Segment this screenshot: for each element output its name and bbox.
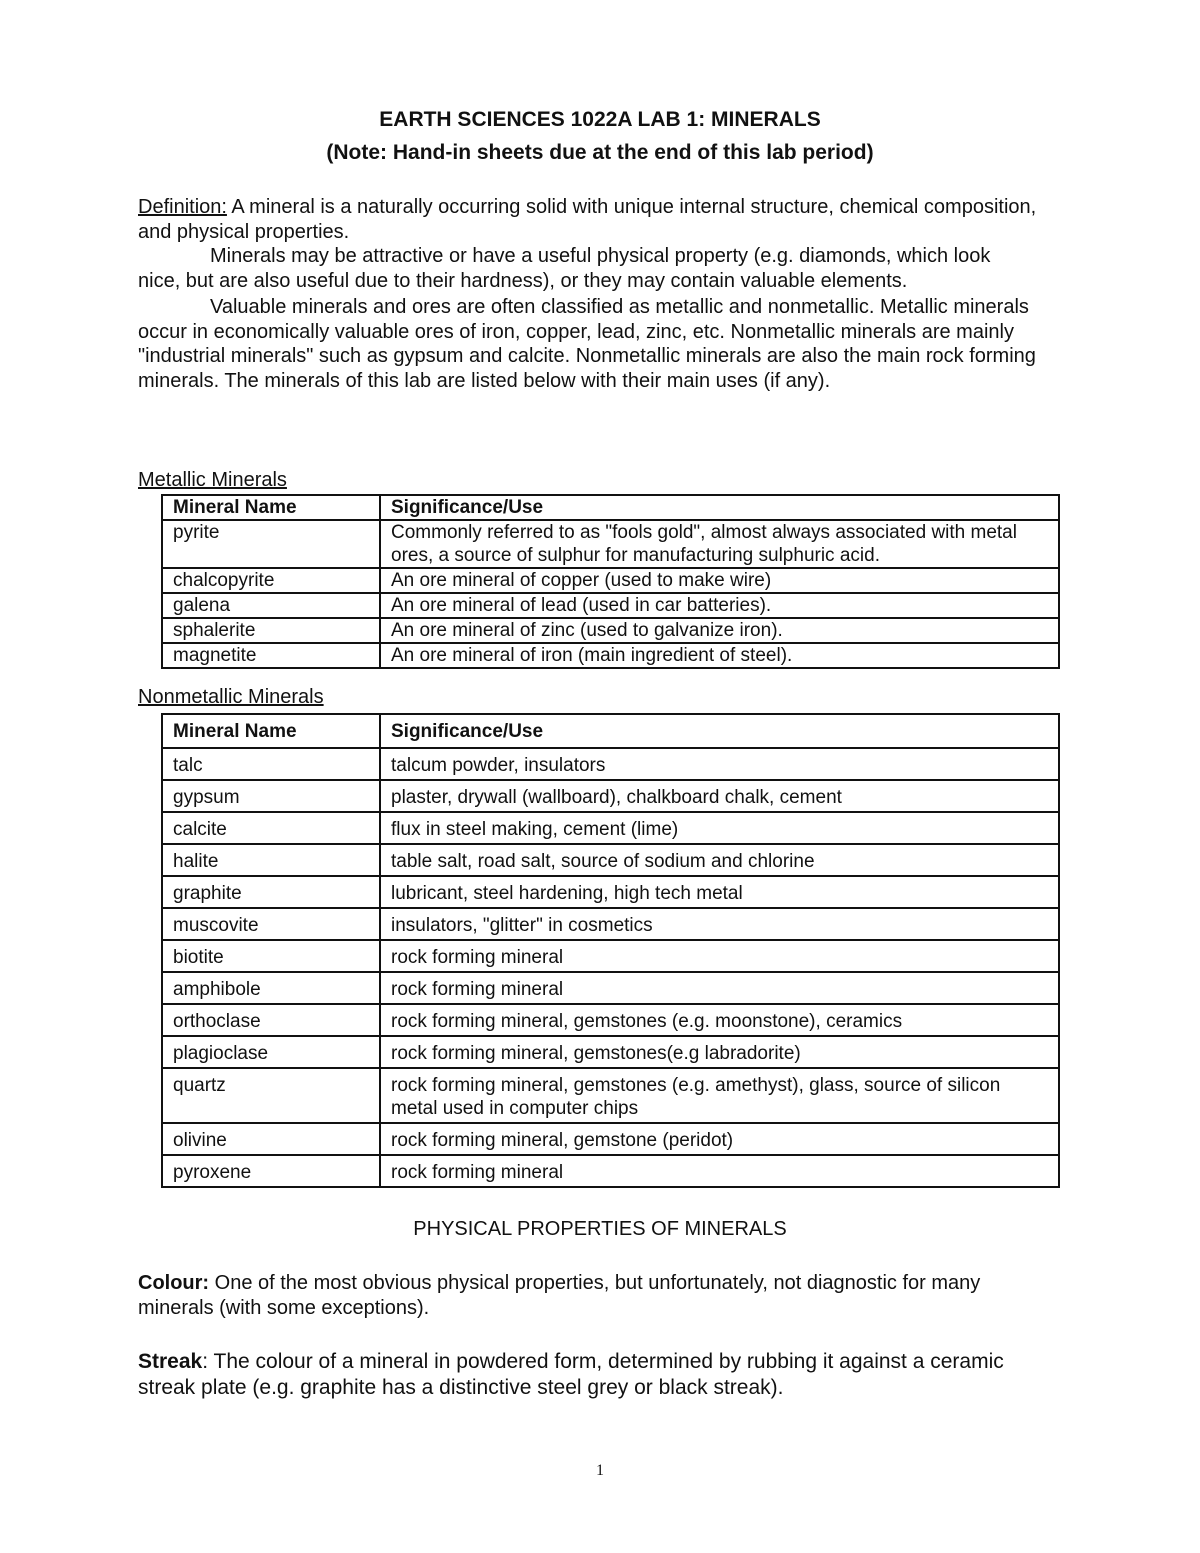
table-header-row <box>162 495 1059 520</box>
significance-cell: Commonly referred to as "fools gold", almost always associated with metal ores, a source of sulphur for manufacturing sulphuric acid. <box>380 520 1059 568</box>
table-row <box>162 1068 1059 1123</box>
streak-text: : The colour of a mineral in powdered form, determined by rubbing it against a ceramic streak plate (e.g. graphite has a distinctive steel grey or black streak). <box>138 1350 1004 1399</box>
nonmetallic-minerals-label: Nonmetallic Minerals <box>138 686 324 708</box>
physical-properties-heading: PHYSICAL PROPERTIES OF MINERALS <box>413 1218 787 1240</box>
table-row <box>162 1004 1059 1036</box>
document-note: (Note: Hand-in sheets due at the end of this lab period) <box>326 141 874 164</box>
mineral-name-cell: biotite <box>162 940 380 972</box>
table-row <box>162 812 1059 844</box>
header-mineral-name: Mineral Name <box>162 495 380 520</box>
table-row <box>162 593 1059 618</box>
significance-cell: lubricant, steel hardening, high tech metal <box>380 876 1059 908</box>
page-number: 1 <box>596 1462 604 1479</box>
table-row <box>162 780 1059 812</box>
mineral-name-cell: orthoclase <box>162 1004 380 1036</box>
table-row <box>162 940 1059 972</box>
significance-cell: flux in steel making, cement (lime) <box>380 812 1059 844</box>
colour-label: Colour: <box>138 1272 210 1294</box>
significance-cell: rock forming mineral, gemstone (peridot) <box>380 1123 1059 1155</box>
significance-cell: rock forming mineral, gemstones (e.g. moonstone), ceramics <box>380 1004 1059 1036</box>
table-header-row <box>162 714 1059 748</box>
intro-section <box>138 195 1038 393</box>
significance-cell: An ore mineral of lead (used in car batteries). <box>380 593 1059 618</box>
mineral-name-cell: muscovite <box>162 908 380 940</box>
mineral-name-cell: plagioclase <box>162 1036 380 1068</box>
table-row <box>162 643 1059 668</box>
mineral-name-cell: halite <box>162 844 380 876</box>
significance-cell: rock forming mineral <box>380 1155 1059 1187</box>
mineral-name-cell: talc <box>162 748 380 780</box>
table-row <box>162 844 1059 876</box>
table-row <box>162 1036 1059 1068</box>
significance-cell: talcum powder, insulators <box>380 748 1059 780</box>
metallic-minerals-table <box>161 494 1060 669</box>
mineral-name-cell: graphite <box>162 876 380 908</box>
streak-label: Streak <box>138 1350 203 1373</box>
significance-cell: An ore mineral of copper (used to make wire) <box>380 568 1059 593</box>
definition-label: Definition: <box>138 196 227 218</box>
intro-paragraph-3: Valuable minerals and ores are often classified as metallic and nonmetallic. Metallic minerals occur in economically valuable ores of iron, copper, lead, zinc, etc. Nonmetallic minerals are mainly "industrial minerals" such as gypsum and calcite. Nonmetallic minerals are also the main rock forming minerals. The minerals of this lab are listed below with their main uses (if any). <box>138 296 1036 392</box>
mineral-name-cell: amphibole <box>162 972 380 1004</box>
colour-text: One of the most obvious physical properties, but unfortunately, not diagnostic for many minerals (with some exceptions). <box>138 1272 981 1319</box>
document-title: EARTH SCIENCES 1022A LAB 1: MINERALS <box>379 108 821 131</box>
table-row <box>162 908 1059 940</box>
significance-cell: rock forming mineral, gemstones (e.g. amethyst), glass, source of silicon metal used in computer chips <box>380 1068 1059 1123</box>
mineral-name-cell: sphalerite <box>162 618 380 643</box>
definition-text: A mineral is a naturally occurring solid with unique internal structure, chemical composition, and physical properties. <box>138 196 1037 243</box>
table-row <box>162 520 1059 568</box>
nonmetallic-minerals-table <box>161 713 1060 1188</box>
header-mineral-name: Mineral Name <box>162 714 380 748</box>
significance-cell: rock forming mineral, gemstones(e.g labradorite) <box>380 1036 1059 1068</box>
mineral-name-cell: olivine <box>162 1123 380 1155</box>
mineral-name-cell: gypsum <box>162 780 380 812</box>
significance-cell: rock forming mineral <box>380 940 1059 972</box>
table-row <box>162 618 1059 643</box>
mineral-name-cell: quartz <box>162 1068 380 1123</box>
definition-paragraph <box>138 195 1038 244</box>
mineral-name-cell: galena <box>162 593 380 618</box>
metallic-minerals-label: Metallic Minerals <box>138 469 287 491</box>
mineral-name-cell: calcite <box>162 812 380 844</box>
mineral-name-cell: pyroxene <box>162 1155 380 1187</box>
significance-cell: An ore mineral of zinc (used to galvanize iron). <box>380 618 1059 643</box>
table-row <box>162 748 1059 780</box>
significance-cell: An ore mineral of iron (main ingredient of steel). <box>380 643 1059 668</box>
header-significance: Significance/Use <box>380 495 1059 520</box>
significance-cell: rock forming mineral <box>380 972 1059 1004</box>
table-row <box>162 1155 1059 1187</box>
table-row <box>162 1123 1059 1155</box>
mineral-name-cell: magnetite <box>162 643 380 668</box>
table-row <box>162 568 1059 593</box>
colour-paragraph <box>138 1271 1038 1320</box>
significance-cell: table salt, road salt, source of sodium and chlorine <box>380 844 1059 876</box>
significance-cell: insulators, "glitter" in cosmetics <box>380 908 1059 940</box>
significance-cell: plaster, drywall (wallboard), chalkboard chalk, cement <box>380 780 1059 812</box>
streak-paragraph <box>138 1349 1038 1401</box>
table-row <box>162 972 1059 1004</box>
table-row <box>162 876 1059 908</box>
mineral-name-cell: pyrite <box>162 520 380 568</box>
header-significance: Significance/Use <box>380 714 1059 748</box>
mineral-name-cell: chalcopyrite <box>162 568 380 593</box>
intro-paragraph-2: Minerals may be attractive or have a useful physical property (e.g. diamonds, which look nice, but are also useful due to their hardness), or they may contain valuable elements. <box>138 245 991 292</box>
